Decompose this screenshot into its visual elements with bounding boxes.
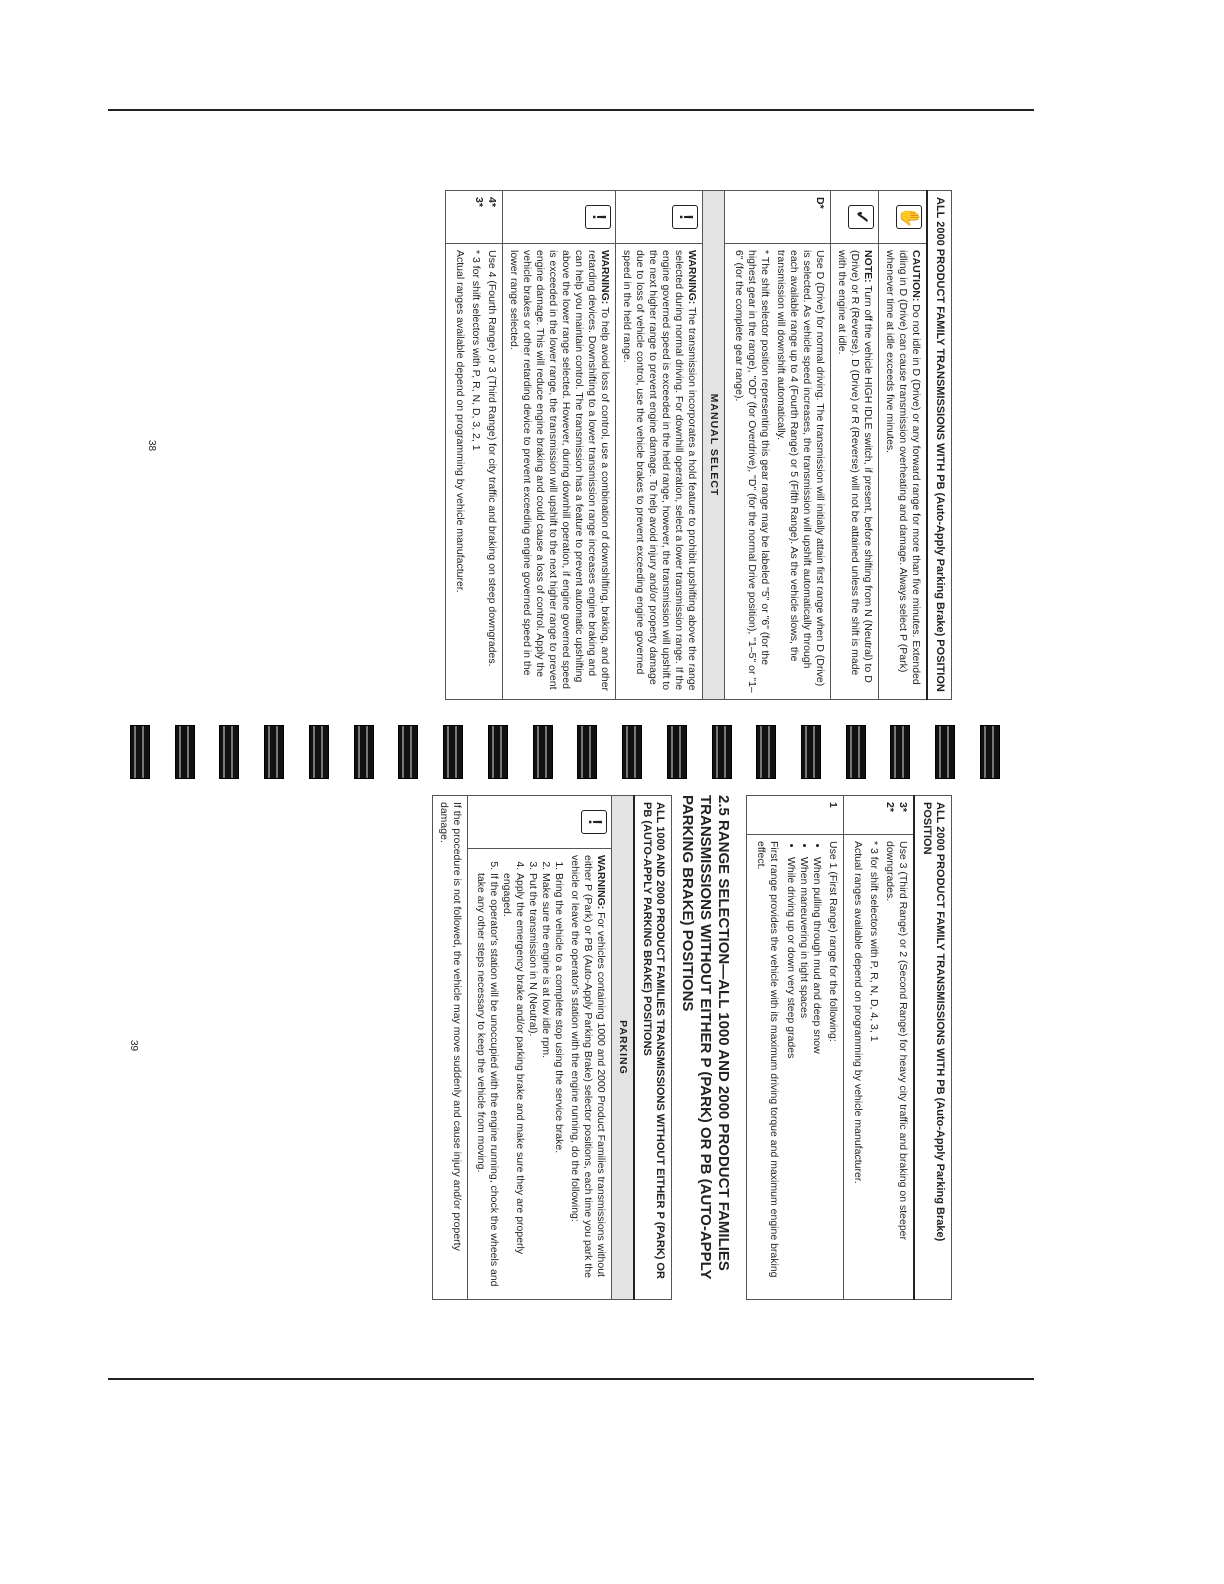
table-heading: ALL 2000 PRODUCT FAMILY TRANSMISSIONS WITH PB (Auto-Apply Parking Brake) POSITION [927,191,952,700]
page-38 [445,190,952,700]
page-39 [432,795,952,1315]
bottom-rule [108,1378,1034,1380]
list-item: • When pulling through mud and deep snow [810,857,823,1293]
exclamation-warning-icon: ! [581,810,607,834]
top-rule [108,109,1034,111]
list-item: 1. Bring the vehicle to a complete stop using the service brake. [552,873,565,1293]
range-code-d: D* [725,191,831,244]
range-code-43: 4* 3* [446,191,503,244]
page-number-38: 38 [146,439,158,452]
spiral-binding [130,725,1000,777]
range-1-description: Use 1 (First Range) range for the following: • When pulling through mud and deep snow • When maneuvering in tight spaces • While driving up or down very steep grades First range provides the vehicle with its maximum driving torque and maximum engine braking effect. [747,835,844,1300]
range-43-description: Use 4 (Fourth Range) or 3 (Third Range) for city traffic and braking on steep downgrades. * 3 for shift selectors with P, R, N, D, 3, 2, 1 Actual ranges available depend on programming by vehicle manufacturer. [446,244,503,700]
list-item: • When maneuvering in tight spaces [797,857,810,1293]
parking-band: PARKING [612,796,635,1300]
list-item: 4. Apply the emergency brake and/or parking brake and make sure they are properly engaged. [500,873,526,1293]
warning-hold: WARNING: The transmission incorporates a hold feature to prohibit upshifting above the range selected during normal driving. For downhill operation, select a lower transmission range. If the engine governed speed is exceeded in the held range, however, the transmission will upshift to the next higher range to prevent engine damage. To help avoid injury and/or property damage due to loss of vehicle control, use the vehicle brakes to prevent exceeding engine governed speed in the held range. [616,244,703,700]
note-block: NOTE: Turn off the vehicle HIGH IDLE switch, if present, before shifting from N (Neutral) to D (Drive) or R (Reverse). D (Drive) or R (Reverse) will not be attained unless the shift is made with the engine at idle. [831,244,879,700]
range-32-description: Use 3 (Third Range) or 2 (Second Range) for heavy city traffic and braking on steeper downgrades. * 3 for shift selectors with P, R, N, D, 4, 3, 1 Actual ranges available depend on programming by vehicle manufacturer. [844,835,915,1300]
checkmark-note-icon: ✓ [848,205,874,229]
parking-table [432,795,672,1300]
range-table-39 [746,795,952,1300]
warning-control: WARNING: To help avoid loss of control, use a combination of downshifting, braking, and other retarding devices. Downshifting to a lower transmission range increases engine braking and can help you maintain control. The transmission has a feature to prevent automatic upshifting above the lower range selected. However, during downhill operation, if engine governed speed is exceeded in the lower range, the transmission will upshift to the next higher range to prevent engine damage. This will reduce engine braking and could cause a loss of control. Apply the vehicle brakes or other retarding device to prevent exceeding engine governed speed in the lower range selected. [503,244,616,700]
list-item: 3. Put the transmission in N (Neutral). [526,873,539,1293]
list-item: 2. Make sure the engine is at low idle rpm. [539,873,552,1293]
table2-heading: ALL 1000 AND 2000 PRODUCT FAMILIES TRANSMISSIONS WITHOUT EITHER P (PARK) OR PB (AUTO-APPLY PARKING BRAKE) POSITIONS [634,796,672,1300]
parking-footer: If the procedure is not followed, the vehicle may move suddenly and cause injury and/or property damage. [433,796,468,1300]
manual-select-band: MANUAL SELECT [703,191,725,700]
page-number-39: 39 [128,1039,140,1052]
parking-warning: WARNING: For vehicles containing 1000 and 2000 Product Families transmissions without either P (Park) or PB (Auto-Apply Parking Brake) selector positions, each time you park the vehicle or leave the operator's station with the engine running, do the following: 1. Bring the vehicle to a complete stop using the service brake. 2. Make sure the engine is at low idle rpm. 3. Put the transmission in N (Neutral). 4. Apply the emergency brake and/or parking brake and make sure they are properly engaged. 5. If the operator's station will be unoccupied with the engine running, chock the wheels and take any other steps necessary to keep the vehicle from moving. [468,849,612,1300]
caution-block: CAUTION: Do not idle in D (Drive) or any forward range for more than five minutes. Extended idling in D (Drive) can cause transmission overheating and damage. Always select P (Park) whenever time at idle exceeds five minutes. [879,244,928,700]
exclamation-warning-icon: ! [585,205,611,229]
exclamation-warning-icon: ! [672,205,698,229]
list-item: • While driving up or down very steep grades [784,857,797,1293]
section-title: 2.5 RANGE SELECTION—ALL 1000 AND 2000 PRODUCT FAMILIES TRANSMISSIONS WITHOUT EITHER P (PARK) OR PB (AUTO-APPLY PARKING BRAKE) POSITIONS [679,795,732,1280]
range-code-1: 1 [747,796,844,835]
drive-description: Use D (Drive) for normal driving. The transmission will initially attain first range when D (Drive) is selected. As vehicle speed increases, the transmission will upshift automatically through each available range up to 4 (Fourth Range) or 5 (Fifth Range). As the vehicle slows, the transmission will downshift automatically. * The shift selector position representing this gear range may be labeled "5" or "6" (for the highest gear in the range), "OD" (for Overdrive), "D" (for the normal Drive position), "1–5" or "1–6" (for the complete gear range). [725,244,831,700]
range-code-32: 3* 2* [844,796,915,835]
table-heading: ALL 2000 PRODUCT FAMILY TRANSMISSIONS WITH PB (Auto-Apply Parking Brake) POSITION [914,796,952,1300]
hand-caution-icon: ✋ [896,205,922,229]
list-item: 5. If the operator's station will be unoccupied with the engine running, chock the wheels and take any other steps necessary to keep the vehicle from moving. [474,873,500,1293]
range-table-38 [445,190,952,700]
